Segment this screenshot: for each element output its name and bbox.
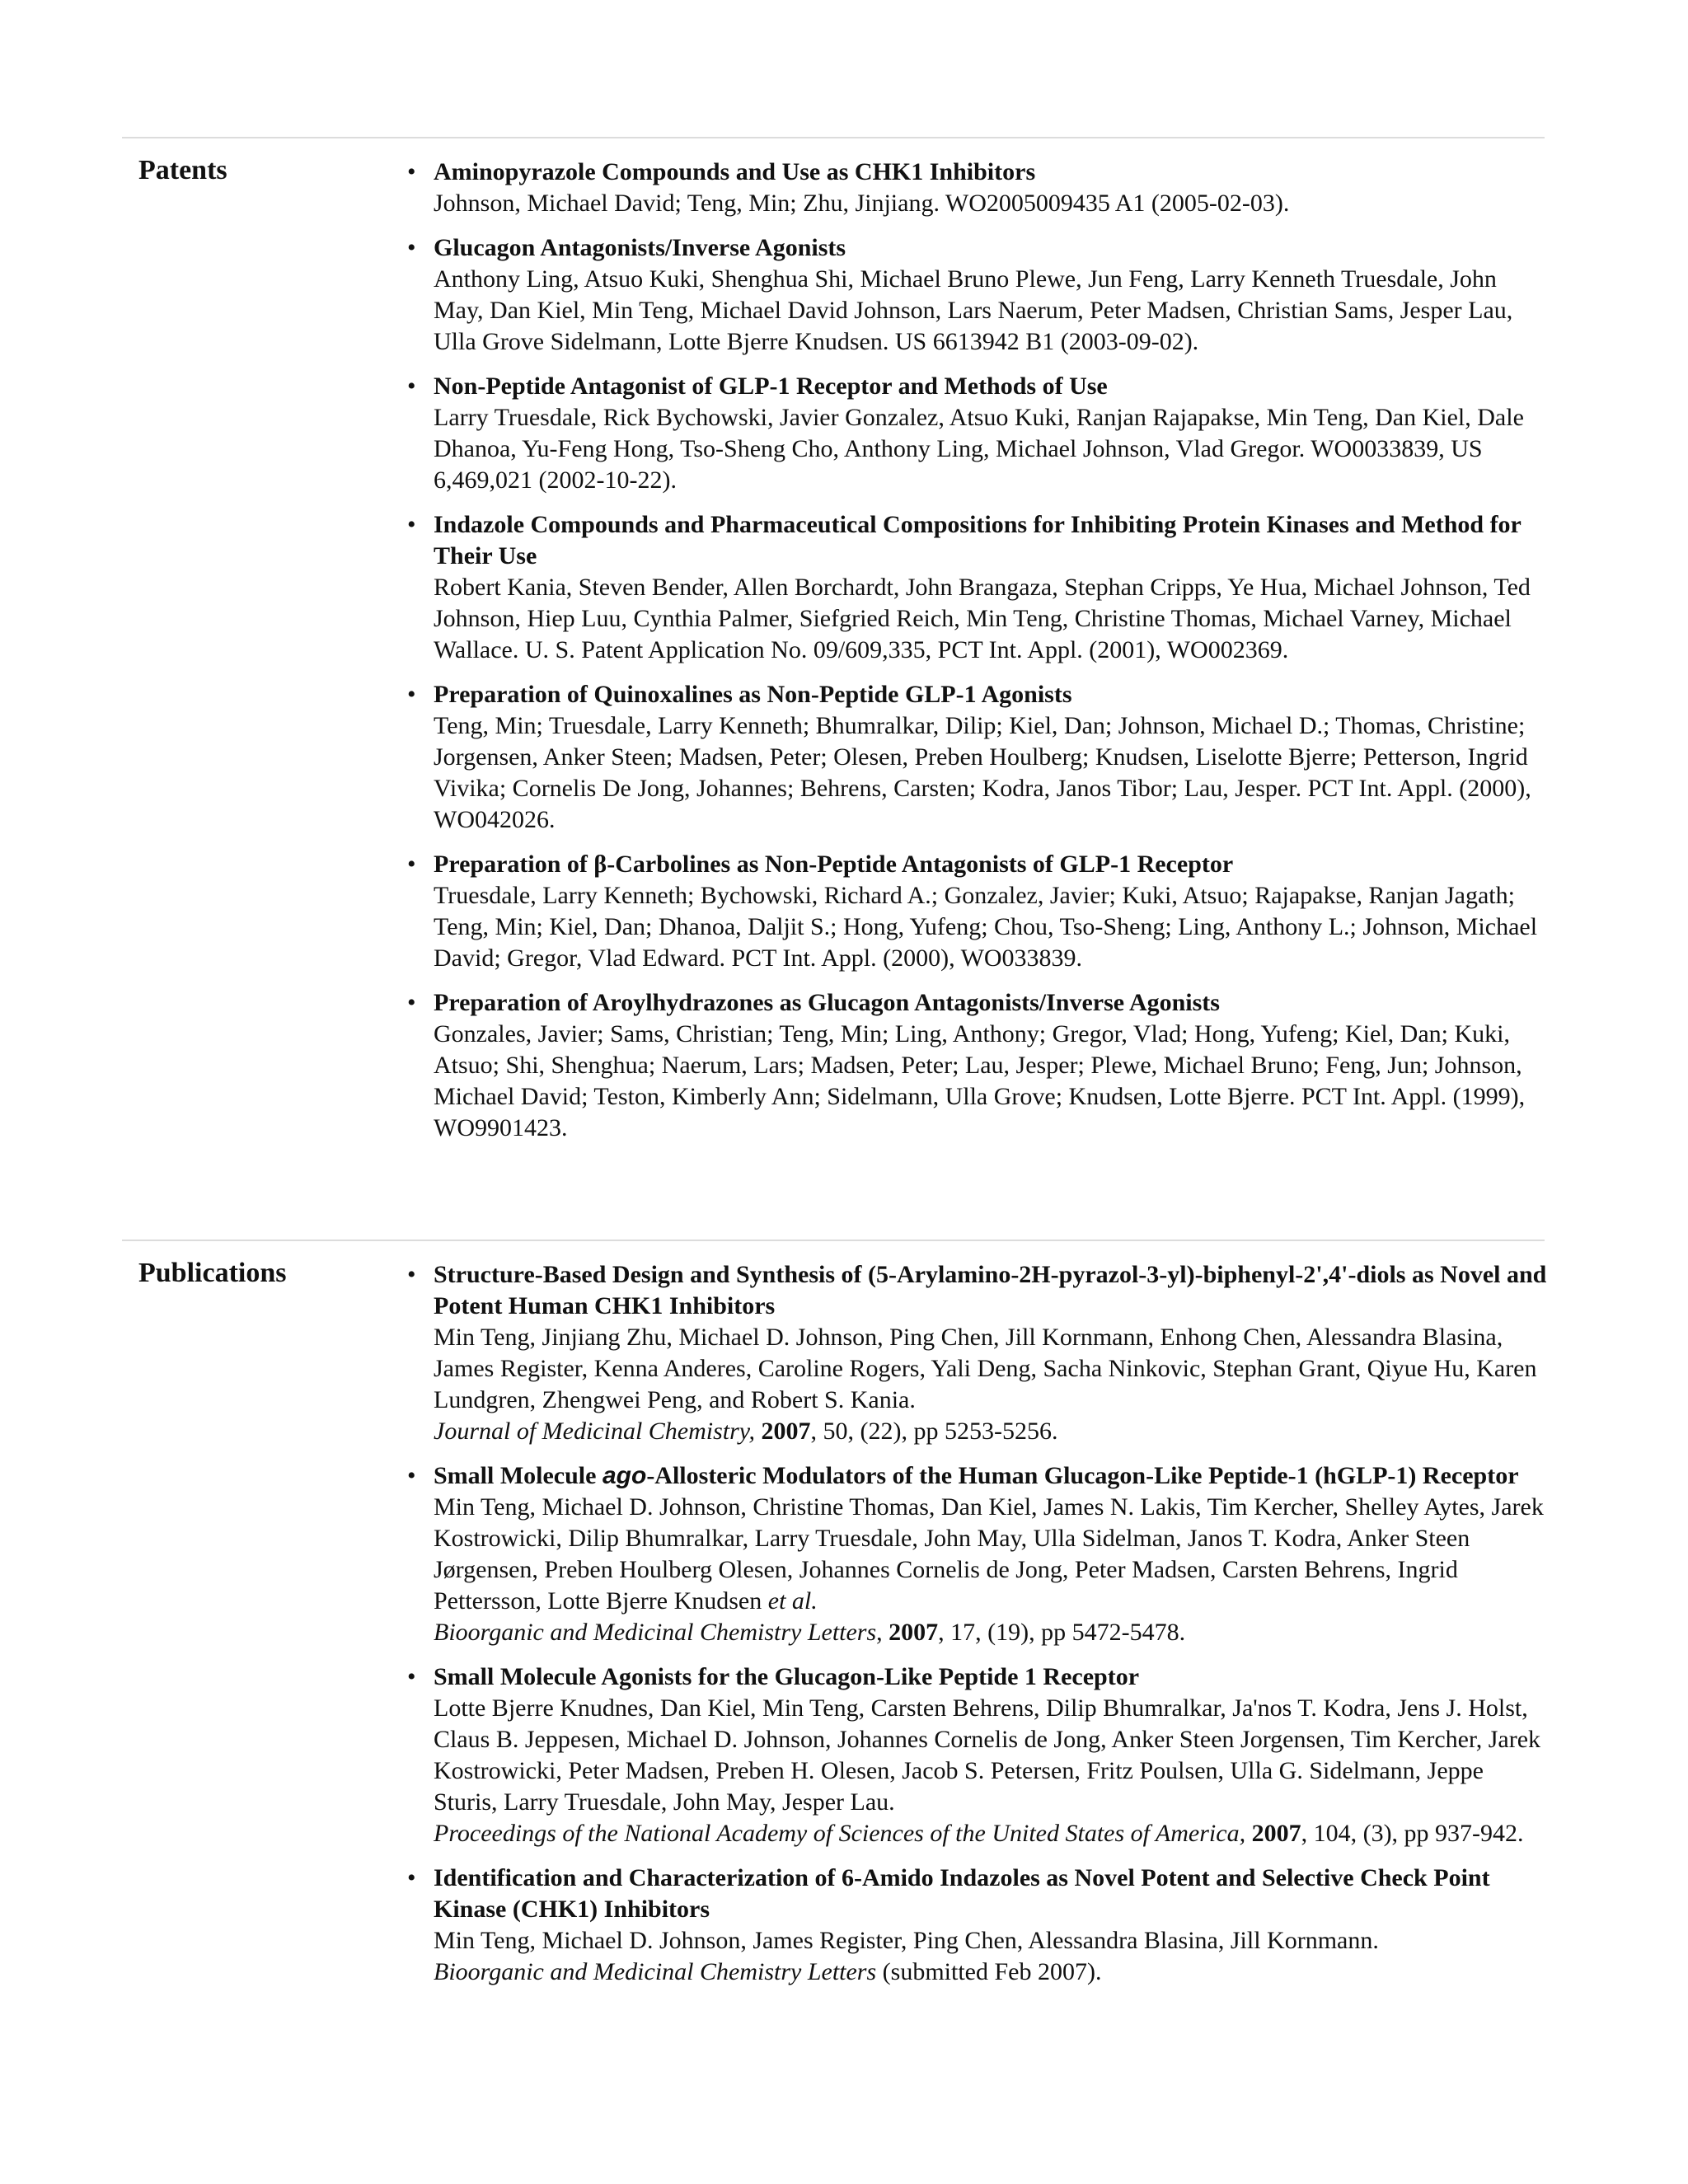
bullet-icon: •	[407, 1261, 416, 1288]
patent-details: Johnson, Michael David; Teng, Min; Zhu, Jinjiang. WO2005009435 A1 (2005-02-03).	[434, 190, 1290, 217]
section-divider	[122, 1240, 1545, 1241]
bullet-icon: •	[407, 1663, 416, 1690]
patent-details: Teng, Min; Truesdale, Larry Kenneth; Bhumralkar, Dilip; Kiel, Dan; Johnson, Michael D.; Thomas, Christine; Jorgensen, Anker Steen; Madsen, Peter; Olesen, Preben Houlberg; Knudsen, Liselotte Bjerre; Petterson, Ingrid Vivika; Cornelis De Jong, Johannes; Behrens, Carsten; Kodra, Janos Tibor; Lau, Jesper. PCT Int. Appl. (2000), WO042026.	[434, 712, 1531, 833]
bullet-icon: •	[407, 373, 416, 400]
patent-entry	[404, 679, 1550, 836]
patent-title: Preparation of Aroylhydrazones as Glucagon Antagonists/Inverse Agonists	[434, 989, 1220, 1016]
journal-name: Journal of Medicinal Chemistry,	[434, 1418, 755, 1445]
patents-list	[404, 157, 1550, 1157]
publication-year: 2007	[761, 1418, 811, 1445]
publication-authors	[434, 1492, 1550, 1617]
bullet-icon: •	[407, 234, 416, 261]
title-part: Small Molecule	[434, 1462, 603, 1489]
patent-entry	[404, 371, 1550, 496]
patent-details: Truesdale, Larry Kenneth; Bychowski, Richard A.; Gonzalez, Javier; Kuki, Atsuo; Rajapakse, Ranjan Jagath; Teng, Min; Kiel, Dan; Dhanoa, Daljit S.; Hong, Yufeng; Chou, Tso-Sheng; Ling, Anthony L.; Johnson, Michael David; Gregor, Vlad Edward. PCT Int. Appl. (2000), WO033839.	[434, 882, 1538, 972]
patent-entry	[404, 849, 1550, 974]
publication-year: 2007	[1251, 1820, 1301, 1847]
patent-title: Indazole Compounds and Pharmaceutical Compositions for Inhibiting Protein Kinases and Method for Their Use	[434, 511, 1522, 569]
bullet-icon: •	[407, 158, 416, 185]
bullet-icon: •	[407, 681, 416, 708]
citation-details: , 104, (3), pp 937-942.	[1301, 1820, 1524, 1847]
patent-entry	[404, 987, 1550, 1144]
bullet-icon: •	[407, 511, 416, 538]
publication-entry	[404, 1863, 1550, 1988]
publication-year: 2007	[889, 1619, 939, 1646]
patent-entry	[404, 232, 1550, 358]
publication-citation	[434, 1818, 1550, 1849]
publication-citation	[434, 1957, 1550, 1988]
citation-details: , 50, (22), pp 5253-5256.	[810, 1418, 1058, 1445]
publication-title: Small Molecule Agonists for the Glucagon-Like Peptide 1 Receptor	[434, 1663, 1140, 1690]
publication-entry	[404, 1259, 1550, 1447]
title-ago: ago	[602, 1462, 647, 1489]
patent-details: Anthony Ling, Atsuo Kuki, Shenghua Shi, Michael Bruno Plewe, Jun Feng, Larry Kenneth Truesdale, John May, Dan Kiel, Min Teng, Michael David Johnson, Lars Naerum, Peter Madsen, Christian Sams, Jesper Lau, Ulla Grove Sidelmann, Lotte Bjerre Knudsen. US 6613942 B1 (2003-09-02).	[434, 265, 1513, 355]
title-part: -Allosteric Modulators of the Human Glucagon-Like Peptide-1 (hGLP-1) Receptor	[646, 1462, 1519, 1489]
patent-title: Preparation of Quinoxalines as Non-Peptide GLP-1 Agonists	[434, 681, 1072, 708]
publication-authors: Min Teng, Jinjiang Zhu, Michael D. Johnson, Ping Chen, Jill Kornmann, Enhong Chen, Alessandra Blasina, James Register, Kenna Anderes, Caroline Rogers, Yali Deng, Sacha Ninkovic, Stephan Grant, Qiyue Hu, Karen Lundgren, Zhengwei Peng, and Robert S. Kania.	[434, 1324, 1537, 1413]
et-al: et al.	[767, 1587, 818, 1615]
journal-name: Bioorganic and Medicinal Chemistry Letters	[434, 1958, 877, 1985]
publication-title: Identification and Characterization of 6-Amido Indazoles as Novel Potent and Selective Check Point Kinase (CHK1) Inhibitors	[434, 1864, 1490, 1923]
patent-title: Preparation of β-Carbolines as Non-Peptide Antagonists of GLP-1 Receptor	[434, 851, 1234, 878]
patent-title: Non-Peptide Antagonist of GLP-1 Receptor and Methods of Use	[434, 373, 1108, 400]
patent-entry	[404, 509, 1550, 666]
bullet-icon: •	[407, 1462, 416, 1489]
author-list: Min Teng, Michael D. Johnson, Christine Thomas, Dan Kiel, James N. Lakis, Tim Kercher, Shelley Aytes, Jarek Kostrowicki, Dilip Bhumralkar, Larry Truesdale, John May, Ulla Sidelman, Janos T. Kodra, Anker Steen Jørgensen, Preben Houlberg Olesen, Johannes Cornelis de Jong, Peter Madsen, Carsten Behrens, Ingrid Pettersson, Lotte Bjerre Knudsen	[434, 1493, 1544, 1615]
patent-title: Aminopyrazole Compounds and Use as CHK1 Inhibitors	[434, 158, 1036, 185]
bullet-icon: •	[407, 851, 416, 878]
publication-authors: Lotte Bjerre Knudnes, Dan Kiel, Min Teng, Carsten Behrens, Dilip Bhumralkar, Ja'nos T. Kodra, Jens J. Holst, Claus B. Jeppesen, Michael D. Johnson, Johannes Cornelis de Jong, Anker Steen Jorgensen, Tim Kercher, Jarek Kostrowicki, Peter Madsen, Preben H. Olesen, Jacob S. Petersen, Fritz Poulsen, Ulla G. Sidelmann, Jeppe Sturis, Larry Truesdale, John May, Jesper Lau.	[434, 1694, 1541, 1816]
publication-citation: Bioorganic and Medicinal Chemistry Letters, 2007, 17, (19), pp 5472-5478.	[434, 1619, 1186, 1646]
bullet-icon: •	[407, 989, 416, 1016]
journal-name: Bioorganic and Medicinal Chemistry Letters	[434, 1619, 877, 1646]
patent-details: Larry Truesdale, Rick Bychowski, Javier Gonzalez, Atsuo Kuki, Ranjan Rajapakse, Min Teng, Dan Kiel, Dale Dhanoa, Yu-Feng Hong, Tso-Sheng Cho, Anthony Ling, Michael Johnson, Vlad Gregor. WO0033839, US 6,469,021 (2002-10-22).	[434, 404, 1524, 494]
patent-entry	[404, 157, 1550, 219]
journal-name: Proceedings of the National Academy of Sciences of the United States of America,	[434, 1820, 1246, 1847]
citation-details: , 17, (19), pp 5472-5478.	[938, 1619, 1186, 1646]
publication-title	[434, 1460, 1550, 1492]
section-label-patents: Patents	[138, 155, 227, 185]
patent-details: Gonzales, Javier; Sams, Christian; Teng, Min; Ling, Anthony; Gregor, Vlad; Hong, Yufeng; Kiel, Dan; Kuki, Atsuo; Shi, Shenghua; Naerum, Lars; Madsen, Peter; Lau, Jesper; Plewe, Michael Bruno; Feng, Jun; Johnson, Michael David; Teston, Kimberly Ann; Sidelmann, Ulla Grove; Knudsen, Lotte Bjerre. PCT Int. Appl. (1999), WO9901423.	[434, 1020, 1526, 1141]
patent-details: Robert Kania, Steven Bender, Allen Borchardt, John Brangaza, Stephan Cripps, Ye Hua, Michael Johnson, Ted Johnson, Hiep Luu, Cynthia Palmer, Siefgried Reich, Min Teng, Christine Thomas, Michael Varney, Michael Wallace. U. S. Patent Application No. 09/609,335, PCT Int. Appl. (2001), WO002369.	[434, 574, 1531, 663]
publication-entry	[404, 1460, 1550, 1648]
bullet-icon: •	[407, 1864, 416, 1891]
publications-list	[404, 1259, 1550, 2001]
publication-citation	[434, 1416, 1550, 1447]
publication-entry	[404, 1661, 1550, 1849]
citation-details: (submitted Feb 2007).	[876, 1958, 1102, 1985]
section-label-publications: Publications	[138, 1258, 287, 1288]
patent-title: Glucagon Antagonists/Inverse Agonists	[434, 234, 846, 261]
section-divider-top	[122, 137, 1545, 138]
publication-title: Structure-Based Design and Synthesis of (5-Arylamino-2H-pyrazol-3-yl)-biphenyl-2',4'-diols as Novel and Potent Human CHK1 Inhibitors	[434, 1261, 1547, 1319]
publication-authors: Min Teng, Michael D. Johnson, James Register, Ping Chen, Alessandra Blasina, Jill Kornmann.	[434, 1927, 1379, 1954]
